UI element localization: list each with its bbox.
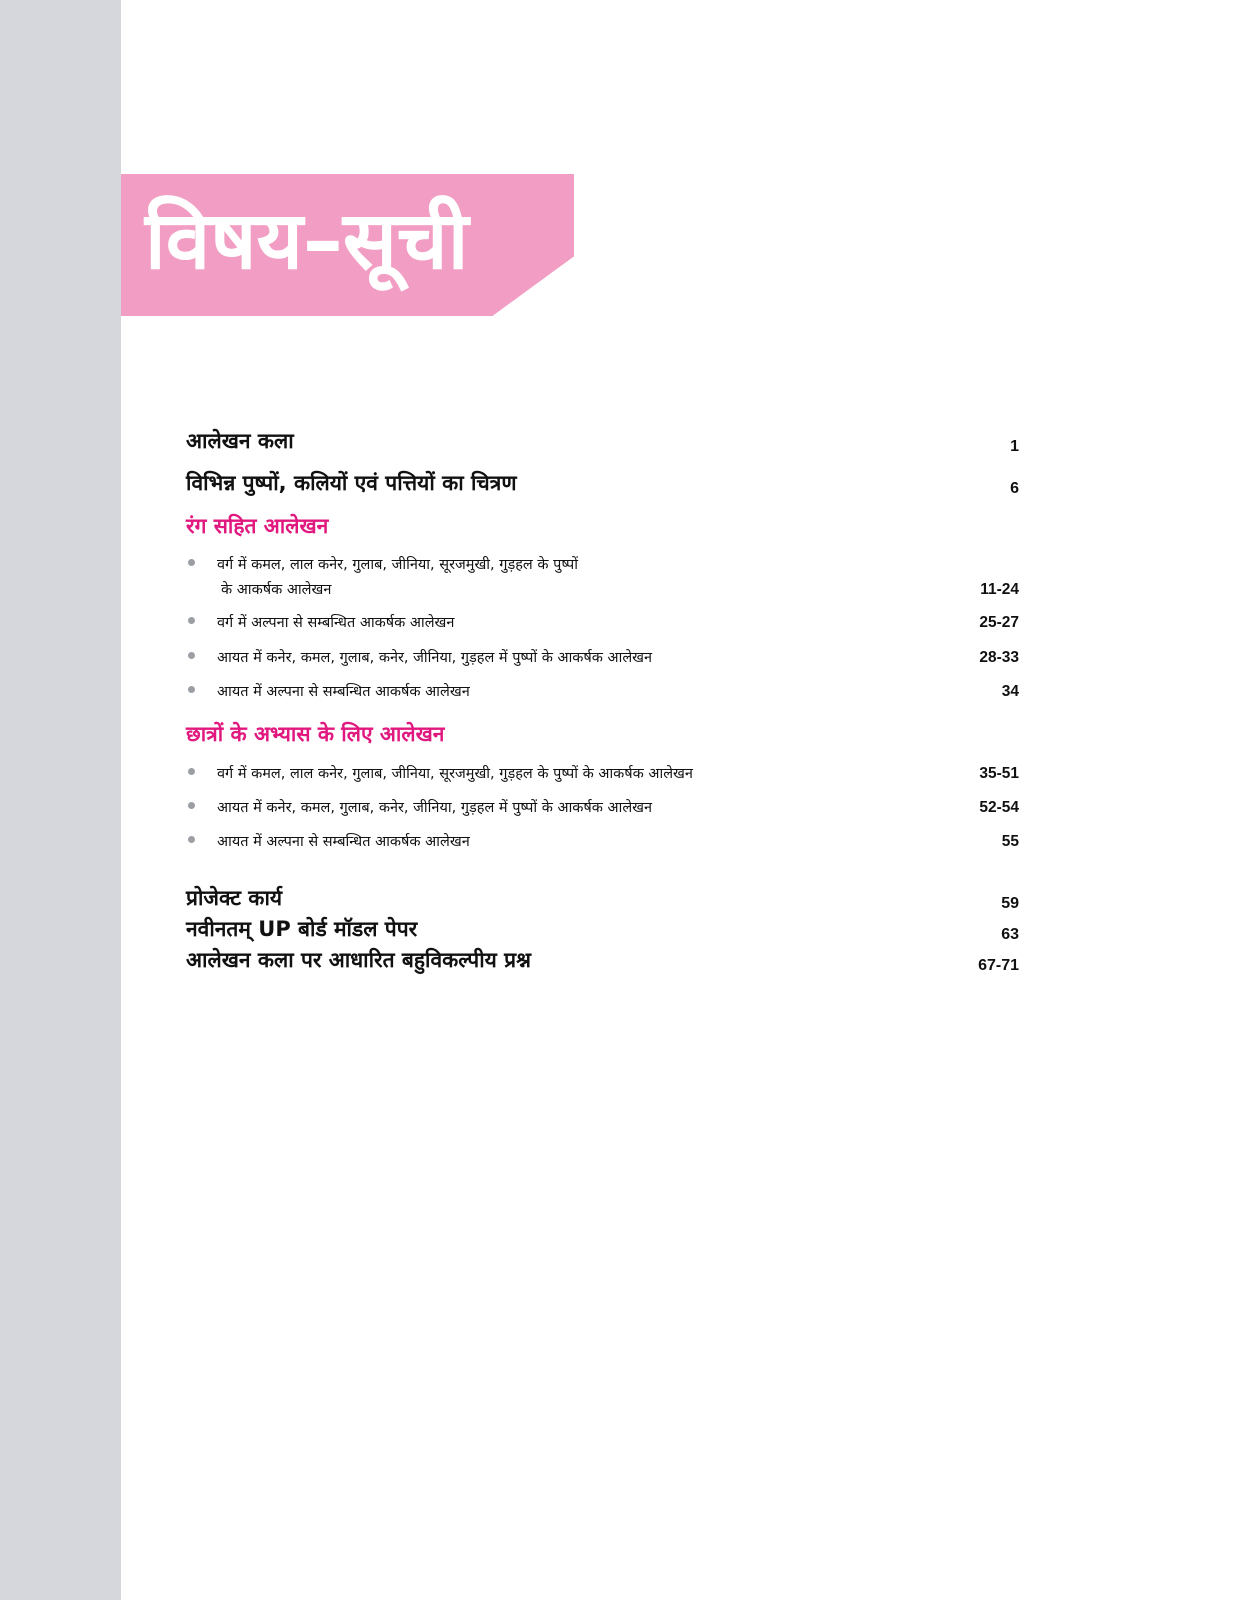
toc-subentry-label: वर्ग में कमल, लाल कनेर, गुलाब, जीनिया, सूरजमुखी, गुड़हल के पुष्पों — [217, 557, 578, 573]
bullet-icon — [188, 802, 195, 809]
bullet-icon — [188, 768, 195, 775]
toc-entry-page: 63 — [1001, 926, 1019, 943]
toc-entry-label: प्रोजेक्ट कार्य — [186, 886, 283, 910]
section-heading-label: छात्रों के अभ्यास के लिए आलेखन — [186, 722, 445, 746]
toc-subentry-label: के आकर्षक आलेखन — [221, 582, 332, 598]
section-heading-label: रंग सहित आलेखन — [186, 514, 329, 538]
side-strip — [0, 0, 121, 1600]
toc-entry-label: आलेखन कला पर आधारित बहुविकल्पीय प्रश्न — [186, 948, 531, 972]
toc-subentry-page: 55 — [1001, 833, 1019, 850]
bullet-icon — [188, 686, 195, 693]
toc-subentry-label: वर्ग में अल्पना से सम्बन्धित आकर्षक आलेखन — [217, 615, 455, 631]
toc-subentry-page: 34 — [1001, 683, 1019, 700]
toc-entry-page: 1 — [1010, 438, 1019, 455]
toc-entry-page: 59 — [1001, 895, 1019, 912]
toc-subentry-page: 25-27 — [979, 614, 1019, 631]
toc-subentry-label: आयत में कनेर, कमल, गुलाब, कनेर, जीनिया, गुड़हल में पुष्पों के आकर्षक आलेखन — [217, 800, 653, 816]
toc-subentry-page: 28-33 — [979, 649, 1019, 666]
bullet-icon — [188, 559, 195, 566]
toc-entry-label: नवीनतम् UP बोर्ड मॉडल पेपर — [186, 917, 418, 941]
toc-entry-page: 6 — [1010, 480, 1019, 497]
toc-entry-label: आलेखन कला — [186, 429, 294, 453]
toc-entry-label: विभिन्न पुष्पों, कलियों एवं पत्तियों का चित्रण — [186, 471, 517, 495]
bullet-icon — [188, 652, 195, 659]
toc-subentry-page: 11-24 — [980, 581, 1019, 598]
toc-subentry-label: आयत में अल्पना से सम्बन्धित आकर्षक आलेखन — [217, 684, 470, 700]
toc-subentry-label: आयत में अल्पना से सम्बन्धित आकर्षक आलेखन — [217, 834, 470, 850]
toc-entry-page: 67-71 — [978, 957, 1019, 974]
toc-subentry-label: वर्ग में कमल, लाल कनेर, गुलाब, जीनिया, सूरजमुखी, गुड़हल के पुष्पों के आकर्षक आलेखन — [217, 766, 693, 782]
toc-subentry-page: 52-54 — [979, 799, 1019, 816]
page-title: विषय–सूची — [145, 194, 469, 287]
bullet-icon — [188, 836, 195, 843]
bullet-icon — [188, 617, 195, 624]
toc-subentry-page: 35-51 — [979, 765, 1019, 782]
toc-subentry-label: आयत में कनेर, कमल, गुलाब, कनेर, जीनिया, गुड़हल में पुष्पों के आकर्षक आलेखन — [217, 650, 653, 666]
